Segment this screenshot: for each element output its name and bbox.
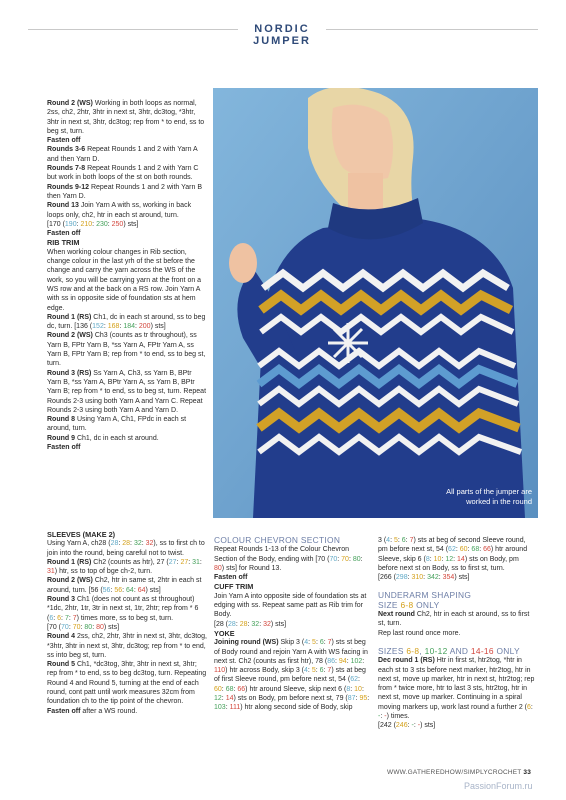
- stitch-count: [47, 623, 207, 632]
- size-4: 64: [126, 586, 134, 594]
- size-2: 190: [64, 220, 77, 228]
- t: :: [323, 667, 328, 675]
- size-3: 168: [107, 323, 120, 331]
- fasten-off: Fasten off: [214, 574, 248, 582]
- text: Ch3 (counts as tr throughout), ss Yarn B, FPtr Yarn B, *ss Yarn A, FPtr Yarn A, ss Yarn B, FPtr Yarn B; rep from * to end, ss to beg st, turn.: [47, 332, 206, 368]
- size-2: 6: [49, 614, 54, 622]
- size-3: 310: [411, 574, 424, 582]
- t: 3 (: [378, 537, 387, 544]
- t: :: [380, 713, 385, 721]
- size-4: 68: [471, 546, 480, 554]
- size-3: 28: [122, 540, 131, 548]
- fasten-off: Fasten off: [47, 137, 81, 145]
- size-5: -: [384, 713, 387, 721]
- size-2: 28: [110, 540, 119, 548]
- t: :: [397, 537, 402, 544]
- size-2: 8: [346, 685, 351, 693]
- t: ) sts]: [145, 586, 161, 594]
- size-3: 10: [354, 685, 362, 693]
- size-2: 27: [168, 558, 177, 566]
- t: ) htr around Sleeve, skip 6 (: [378, 546, 528, 563]
- stitch-count: [378, 721, 536, 730]
- t: :: [122, 586, 127, 594]
- t: ) sts]: [103, 623, 120, 631]
- header-rule-left: [28, 29, 238, 30]
- size-5: -: [417, 722, 421, 730]
- t: Ch2 (counts as htr), 27 (: [91, 558, 169, 566]
- t: ) sts]: [420, 722, 436, 730]
- t: :: [141, 540, 146, 548]
- stitch-count: [378, 573, 536, 582]
- size-5: 66: [237, 685, 246, 693]
- label: Round 1 (RS): [47, 558, 92, 566]
- t: SIZES: [378, 645, 407, 656]
- size-5: 110: [214, 667, 226, 675]
- size-3: 27: [180, 558, 189, 566]
- t: :: [362, 657, 365, 665]
- size-5: 31: [47, 568, 55, 576]
- size-5: 80: [96, 623, 104, 631]
- text: Working in both loops as normal, 2ss, ch2, 2htr, 3htr in next st, 3htr, dc3tog, *3htr, 3htr in next st, 3htr, dc3tog; rep from * to end, ss to beg st, turn.: [47, 100, 205, 135]
- dec-round-1: [378, 656, 536, 721]
- paragraph-sleeve-round-1: [47, 558, 207, 577]
- t: Ch1 (does not count as st throughout) *1dc, 2htr, 1tr, 3tr in next st, 1tr, 2htr; rep from * 6 (: [47, 596, 199, 622]
- size-4: 6: [319, 667, 324, 675]
- t: :: [199, 558, 202, 566]
- t: :: [80, 623, 85, 631]
- t: :: [357, 676, 360, 684]
- size-2: 62: [448, 546, 456, 554]
- t: :: [235, 620, 240, 628]
- paragraph-sleeve-round-2: [47, 576, 207, 595]
- t: :: [361, 685, 364, 693]
- jumper-photo: [213, 88, 538, 518]
- paragraph-round-13: [47, 201, 207, 220]
- size-4: 12: [445, 555, 454, 563]
- t: :: [119, 323, 124, 331]
- size-2: 8: [425, 555, 430, 563]
- size-4: 31: [192, 558, 200, 566]
- size-3: 5: [311, 667, 316, 675]
- t: [242 (: [378, 722, 396, 730]
- size-4: 80: [352, 555, 361, 563]
- size-3: 6: [57, 614, 62, 622]
- fasten-off: Fasten off: [47, 443, 81, 451]
- size-5: 111: [229, 704, 241, 712]
- t: :: [233, 685, 238, 693]
- t: ) htr around Sleeve, skip next 6 (: [245, 685, 347, 693]
- t: :: [188, 558, 193, 566]
- t: ) htr along second side of Body, skip: [240, 704, 353, 712]
- size-5: 66: [483, 546, 491, 554]
- t: :: [68, 623, 73, 631]
- text: Ch1, dc in each st around.: [75, 434, 159, 442]
- label: Round 2 (WS): [47, 100, 93, 107]
- t: ) sts]: [150, 323, 166, 331]
- size-4: 32: [133, 540, 142, 548]
- size-4: 12: [214, 695, 222, 703]
- size-2: 70: [61, 623, 69, 631]
- size-3: 70: [72, 623, 81, 631]
- size-2: 298: [395, 574, 408, 582]
- size-label: 6-8: [400, 599, 414, 610]
- paragraph-rib-round-1: [47, 313, 207, 332]
- footer-url[interactable]: WWW.GATHEREDHOW/SIMPLYCROCHET: [387, 769, 522, 776]
- t: Skip 3 (: [278, 639, 305, 647]
- size-2: 87: [347, 695, 356, 703]
- stitch-count: [214, 620, 370, 629]
- size-2: 56: [102, 586, 111, 594]
- size-3: 6: [527, 703, 531, 711]
- t: :: [479, 546, 484, 554]
- fasten-off: Fasten off: [47, 230, 81, 238]
- size-4: 230: [96, 220, 108, 228]
- size-4: 6: [401, 537, 406, 544]
- label: Round 8: [47, 416, 75, 424]
- t: :: [413, 722, 418, 730]
- t: :: [118, 540, 123, 548]
- t: ), ss to first ch to join into the round, being careful not to twist.: [47, 540, 205, 557]
- t: :: [53, 614, 58, 622]
- t: ) htr, ss to top of bge ch-2, turn.: [54, 568, 153, 576]
- text: 2ss, ch2, 2htr, 3htr in next st, 3htr, dc3tog, *3htr, 3htr in next st, 3htr, dc3tog; rep from * to end, ss into beg st, turn.: [47, 633, 207, 659]
- t: :: [348, 555, 353, 563]
- t: :: [133, 586, 138, 594]
- size-3: 60: [459, 546, 468, 554]
- t: :: [407, 722, 412, 730]
- t: :: [307, 667, 312, 675]
- label: Rounds 9-12: [47, 183, 90, 191]
- t: ) sts at beg of first Sleeve round, pm before next st, 54 (: [214, 667, 366, 684]
- t: ) sts]: [123, 220, 139, 228]
- t: Repeat Rounds 1-13 of the Colour Chevron Section of the Body, ending with [70 (: [214, 546, 350, 563]
- t: :: [176, 558, 181, 566]
- t: :: [308, 639, 313, 647]
- size-5: 32: [145, 540, 154, 548]
- size-2: 62: [350, 676, 358, 684]
- t: ) htr across Body, skip 3 (: [225, 667, 305, 675]
- t: :: [355, 695, 360, 703]
- t: :: [346, 657, 351, 665]
- size-4: 68: [225, 685, 234, 693]
- label: Round 4: [47, 633, 75, 641]
- size-2: 4: [386, 537, 391, 544]
- size-label: 14-16: [470, 645, 494, 656]
- t: ONLY: [413, 599, 440, 610]
- size-3: 210: [80, 220, 93, 228]
- t: :: [455, 546, 460, 554]
- page-number: 33: [523, 769, 532, 776]
- t: ) sts]: [454, 574, 470, 582]
- t: :: [247, 620, 252, 628]
- text: Ss Yarn A, Ch3, ss Yarn B, BPtr Yarn B, *ss Yarn A, BPtr Yarn A, ss Yarn B, BPtr Yarn B; rep from * to end, ss to beg st, turn. Repeat Rounds 2-3 using both Yarn A and Yarn C. Repeat Rounds 2-3 using both Yarn A and Yarn D.: [47, 369, 207, 414]
- column-3: [378, 536, 536, 731]
- t: ONLY: [493, 645, 520, 656]
- section-heading-rib-trim: RIB TRIM: [47, 238, 80, 248]
- cuff-text: Join Yarn A into opposite side of foundation sts at edging with ss. Repeat same patt as Rib trim for Body.: [214, 592, 367, 619]
- text: Ch1, *dc3tog, 3htr, 3htr in next st, 3htr; rep from * to end, ss to beg dc3tog, turn. Repeating Round 4 and Round 5, turning at the end of each round, cont patt until work measures 32cm from foundation ch to the tip point of the chevron.: [47, 661, 207, 706]
- size-5: 7: [327, 667, 332, 675]
- size-4: 7: [64, 614, 69, 622]
- t: :: [225, 704, 230, 712]
- label: Round 3: [47, 596, 75, 604]
- t: :: [76, 220, 81, 228]
- size-3: 28: [239, 620, 248, 628]
- t: :: [107, 220, 112, 228]
- size-5: 80: [214, 564, 222, 572]
- t: :: [61, 614, 65, 622]
- label: Round 2 (WS): [47, 577, 93, 585]
- section-heading-underarm: UNDERARM SHAPING: [378, 590, 472, 601]
- size-2: 4: [304, 639, 309, 647]
- size-4: -: [411, 722, 414, 730]
- t: [70 (: [47, 623, 62, 631]
- t: ) times more, ss to beg st, turn.: [76, 614, 174, 622]
- size-label: 6-8: [406, 645, 420, 656]
- page-footer: [387, 769, 531, 776]
- t: [170 (: [47, 220, 65, 228]
- t: :: [110, 586, 115, 594]
- t: :: [407, 574, 412, 582]
- t: :: [315, 667, 320, 675]
- t: :: [530, 703, 533, 711]
- size-5: 7: [72, 614, 77, 622]
- size-4: 184: [123, 323, 135, 331]
- size-heading-1: [378, 601, 536, 610]
- paragraph-rounds-9-12: [47, 183, 207, 202]
- paragraph-rib-round-8: [47, 415, 207, 434]
- text: Ch1, dc in each st around, ss to beg dc, turn.: [47, 313, 206, 331]
- t: ) times.: [386, 713, 410, 721]
- t: ) sts st beg of Body round and rejoin Yarn A with WS facing in next st. Ch2 (counts as first htr), 78 (: [214, 639, 368, 665]
- size-3: 246: [395, 722, 408, 730]
- t: :: [323, 639, 328, 647]
- size-4: 6: [319, 639, 324, 647]
- text: Repeat Rounds 1 and 2 with Yarn C but work in both loops of the st on both rounds.: [47, 165, 199, 182]
- t: :: [337, 555, 342, 563]
- t: :: [259, 620, 264, 628]
- paragraph-round-2: [47, 99, 207, 136]
- size-4: 102: [350, 657, 363, 665]
- paragraph-rounds-3-6: [47, 145, 207, 164]
- size-5: 32: [263, 620, 271, 628]
- t: :: [429, 555, 434, 563]
- t: :: [350, 685, 355, 693]
- t: SIZE: [378, 599, 401, 610]
- label: Fasten off: [47, 707, 81, 715]
- t: [266 (: [378, 574, 396, 582]
- t: :: [360, 555, 363, 563]
- repeat-text: Rep last round once more.: [378, 629, 461, 637]
- t: ) sts] for Round 13.: [221, 564, 282, 572]
- paragraph-sleeve-round-3: [47, 595, 207, 623]
- t: :: [92, 220, 97, 228]
- t: :: [221, 685, 226, 693]
- size-5: 14: [457, 555, 465, 563]
- size-4: 32: [251, 620, 260, 628]
- text: Repeat Rounds 1 and 2 with Yarn A and then Yarn D.: [47, 146, 198, 163]
- t: [136 (: [72, 323, 93, 331]
- t: :: [135, 323, 139, 331]
- column-1-sleeves: [47, 530, 207, 716]
- size-3: 56: [114, 586, 123, 594]
- t: :: [438, 574, 443, 582]
- section-heading-cuff-trim: CUFF TRIM: [214, 582, 254, 592]
- text: after a WS round.: [80, 707, 138, 715]
- size-5: 200: [138, 323, 151, 331]
- paragraph-sleeve-round-5: [47, 660, 207, 706]
- t: :: [390, 537, 394, 544]
- fasten-off-ws: [47, 707, 207, 716]
- t: :: [315, 639, 320, 647]
- jumper-illustration: [213, 88, 538, 518]
- section-heading-colour-chevron: COLOUR CHEVRON SECTION: [214, 535, 341, 545]
- text: Join Yarn A with ss, working in back loops only, ch2, htr in each st around, turn.: [47, 202, 192, 219]
- label: Next round: [378, 611, 415, 619]
- t: [28 (: [214, 620, 229, 628]
- t: :: [92, 623, 97, 631]
- t: :: [130, 540, 134, 548]
- text: Using Yarn A, Ch1, FPdc in each st around, turn.: [47, 416, 187, 433]
- t: :: [68, 614, 73, 622]
- size-4: 80: [84, 623, 93, 631]
- header-title: NORDIC JUMPER: [253, 23, 311, 47]
- t: :: [103, 323, 108, 331]
- size-3: 5: [393, 537, 398, 544]
- t: ,: [419, 645, 425, 656]
- size-5: 64: [137, 586, 146, 594]
- label: Joining round (WS): [214, 639, 279, 647]
- size-3: 60: [214, 685, 222, 693]
- t: Htr in first st, htr2tog, *htr in each st to 3 sts before next marker, htr2tog, htr in next st, move up marker, htr in next st, htr2tog; rep from * twice more, htr to last 3 sts, htr2tog, htr in next st, move up marker. Continuing in a spiral moving markers up, work last round a further 2 (: [378, 657, 535, 711]
- size-label: 10-12: [424, 645, 448, 656]
- colour-chevron-text: [214, 545, 370, 573]
- size-2: 152: [92, 323, 104, 331]
- size-3: 94: [338, 657, 347, 665]
- watermark: PassionForum.ru: [464, 781, 533, 791]
- label: Round 3 (RS): [47, 369, 92, 377]
- paragraph-rib-round-3: [47, 369, 207, 415]
- size-3: 70: [341, 555, 349, 563]
- t: :: [367, 695, 370, 703]
- t: Ch2, htr in same st, 2htr in each st around, turn. [56 (: [47, 577, 202, 594]
- label: Round 13: [47, 202, 79, 210]
- label: Rounds 7-8: [47, 165, 86, 173]
- size-4: 103: [214, 704, 226, 712]
- yoke-joining-round: [214, 638, 370, 712]
- size-3: 95: [359, 695, 368, 703]
- size-2: 28: [228, 620, 236, 628]
- t: :: [221, 695, 226, 703]
- rib-intro: When working colour changes in Rib section, change colour in the last yrh of the st before the change and carry the yarn across the WS of the work, so you will be carrying yarn at the front on a WS row and at the back on a RS row. Join Yarn A with ss in opposite side of foundation sts at hem edge.: [47, 248, 202, 312]
- paragraph-rib-round-9: [47, 434, 207, 443]
- t: :: [335, 657, 339, 665]
- t: Using Yarn A, ch28 (: [47, 540, 111, 548]
- stitch-count: [47, 220, 207, 229]
- running-header: [0, 20, 566, 47]
- column-1: [47, 99, 207, 452]
- size-2: 70: [329, 555, 338, 563]
- photo-caption: All parts of the jumper are worked in the round: [446, 487, 532, 506]
- size-5: 7: [409, 537, 414, 544]
- label: Round 9: [47, 434, 75, 442]
- sleeves-intro: [47, 539, 207, 558]
- label: Dec round 1 (RS): [378, 657, 435, 665]
- label: Round 2 (WS): [47, 332, 93, 340]
- size-5: 14: [225, 695, 234, 703]
- label: Round 5: [47, 661, 75, 669]
- size-3: 5: [312, 639, 316, 647]
- t: ) sts on Body, pm before next st on Body, ss to first st, turn.: [378, 555, 519, 572]
- t: ) sts on Body, pm before next st, 79 (: [233, 695, 348, 703]
- header-rule-right: [326, 29, 538, 30]
- t: :: [453, 555, 458, 563]
- size-3: 10: [433, 555, 442, 563]
- yoke-continued: [378, 536, 536, 573]
- column-2: [214, 536, 370, 713]
- size-5: 354: [442, 574, 455, 582]
- paragraph-sleeve-round-4: [47, 632, 207, 660]
- section-heading-sleeves: SLEEVES (MAKE 2): [47, 530, 116, 539]
- t: :: [441, 555, 446, 563]
- t: ) sts]: [270, 620, 287, 628]
- text: Repeat Rounds 1 and 2 with Yarn B then Yarn D.: [47, 183, 202, 200]
- t: AND: [447, 645, 471, 656]
- text: Ch2, htr in each st around, ss to first st, turn.: [378, 611, 530, 628]
- size-4: 342: [427, 574, 439, 582]
- size-4: -: [378, 713, 381, 721]
- size-5: 250: [111, 220, 124, 228]
- size-5: 7: [327, 639, 332, 647]
- size-2: 4: [304, 667, 308, 675]
- paragraph-rib-round-2: [47, 331, 207, 368]
- paragraph-rounds-7-8: [47, 164, 207, 183]
- size-heading-2: [378, 647, 536, 656]
- t: :: [467, 546, 472, 554]
- next-round: [378, 610, 536, 629]
- t: ) sts at beg of second Sleeve round, pm before next st, 54 (: [378, 537, 526, 554]
- size-2: 86: [327, 657, 336, 665]
- t: :: [405, 537, 410, 544]
- label: Round 1 (RS): [47, 313, 92, 321]
- label: Rounds 3-6: [47, 146, 86, 154]
- t: :: [423, 574, 428, 582]
- section-heading-yoke: YOKE: [214, 628, 235, 638]
